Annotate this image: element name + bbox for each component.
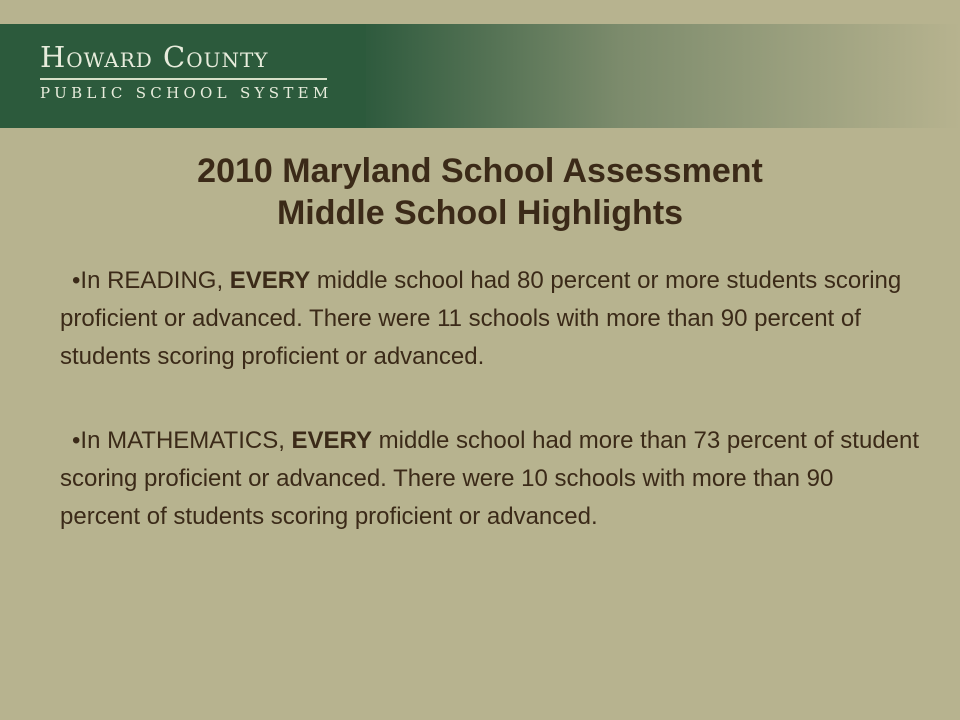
bullet-prefix: In READING, (80, 267, 230, 294)
bullet-prefix: In MATHEMATICS, (80, 427, 292, 454)
title-line-1: 2010 Maryland School Assessment (197, 152, 763, 190)
logo-divider (40, 78, 327, 80)
logo-subtitle: PUBLIC SCHOOL SYSTEM (40, 84, 333, 102)
logo-title: Howard County (40, 40, 269, 74)
bullet-emphasis: EVERY (229, 267, 311, 294)
bullet-text: middle school had more than 73 percent of student scoring proficient or advanced. There were 10 schools with more than 90 percent of students scoring proficient or advanced. (60, 427, 920, 530)
title-line-2: Middle School Highlights (276, 194, 684, 232)
bullet-symbol: • (72, 427, 81, 454)
bullet-mathematics (60, 422, 920, 536)
bullet-text: middle school had 80 percent or more students scoring proficient or advanced. There were 11 schools with more than 90 percent of students scoring proficient or advanced. (60, 267, 902, 370)
bullet-reading (60, 262, 920, 376)
slide-title (0, 150, 960, 234)
bullet-emphasis: EVERY (291, 427, 373, 454)
bullet-symbol: • (72, 267, 81, 294)
bullet-list (60, 262, 920, 536)
